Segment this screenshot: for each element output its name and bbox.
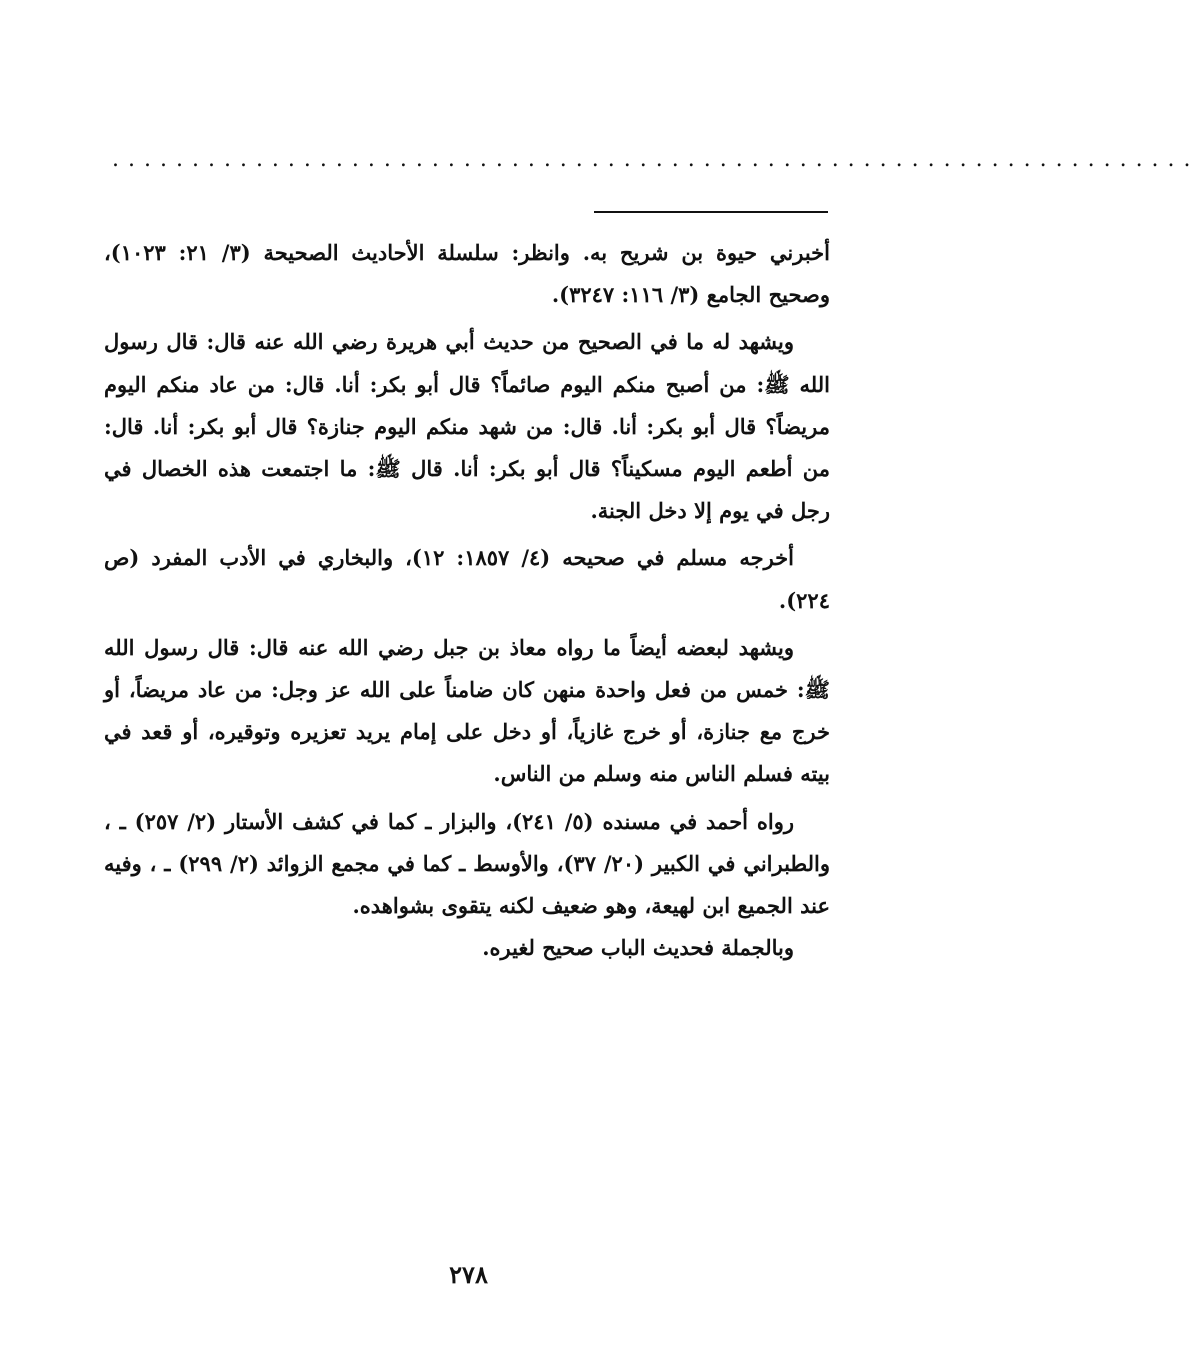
footnote-rule: [594, 211, 828, 213]
paragraph-ahmad-takhrij: رواه أحمد في مسنده (٥/ ٢٤١)، والبزار ـ كما في كشف الأستار (٢/ ٢٥٧) ـ ، والطبراني في الكبير (٢٠/ ٣٧)، والأوسط ـ كما في مجمع الزوائد (٢/ ٢٩٩) ـ ، وفيه عند الجميع ابن لهيعة، وهو ضعيف لكنه يتقوى بشواهده.: [104, 808, 831, 919]
page-number: ٢٧٨: [449, 1260, 488, 1289]
paragraph-abu-hurayra-hadith: ويشهد له ما في الصحيح من حديث أبي هريرة رضي الله عنه قال: قال رسول الله ﷺ: من أصبح منكم اليوم صائماً؟ قال أبو بكر: أنا. قال: من عاد منكم اليوم مريضاً؟ قال أبو بكر: أنا. قال: من شهد منكم اليوم جنازة؟ قال أبو بكر: أنا. قال: من أطعم اليوم مسكيناً؟ قال أبو بكر: أنا. قال ﷺ: ما اجتمعت هذه الخصال في رجل في يوم إلا دخل الجنة.: [104, 329, 830, 524]
paragraph-reference: أخبرني حيوة بن شريح به. وانظر: سلسلة الأحاديث الصحيحة (٣/ ٢١: ١٠٢٣)، وصحيح الجامع (٣/ ١١٦: ٣٢٤٧).: [104, 240, 831, 308]
paragraph-muslim-takhrij: أخرجه مسلم في صحيحه (٤/ ١٨٥٧: ١٢)، والبخاري في الأدب المفرد (ص ٢٢٤).: [104, 545, 830, 613]
paragraph-muadh-hadith: ويشهد لبعضه أيضاً ما رواه معاذ بن جبل رضي الله عنه قال: قال رسول الله ﷺ: خمس من فعل واحدة منهن كان ضامناً على الله عز وجل: من عاد مريضاً، أو خرج مع جنازة، أو خرج غازياً، أو دخل على إمام يريد تعزيره وتوقيره، أو قعد في بيته فسلم الناس منه وسلم من الناس.: [104, 634, 830, 787]
paragraph-conclusion: وبالجملة فحديث الباب صحيح لغيره.: [482, 935, 794, 961]
footnote-text: [104, 232, 830, 969]
dotted-separator: ....................................................................: [112, 147, 1200, 172]
